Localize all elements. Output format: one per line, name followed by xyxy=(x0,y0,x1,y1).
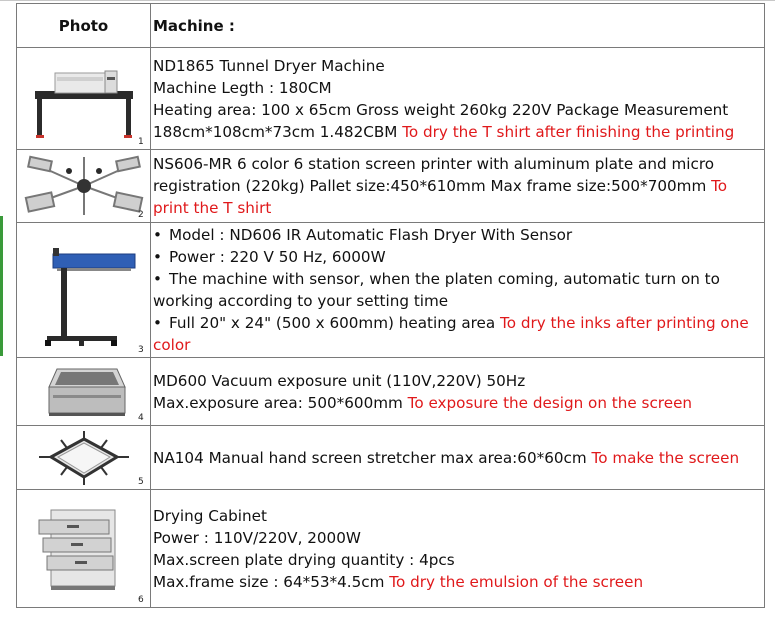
description-line xyxy=(153,121,764,143)
description-line xyxy=(153,175,764,197)
screen-stretcher-image xyxy=(17,427,151,489)
description-line: Heating area: 100 x 65cm Gross weight 260kg 220V Package Measurement xyxy=(153,100,729,119)
purpose-text: To dry the T shirt after finishing the printing xyxy=(402,122,735,141)
description-cell[interactable] xyxy=(151,223,765,358)
spec-text: Full 20" x 24" (500 x 600mm) heating area xyxy=(169,314,501,332)
row-number: 3 xyxy=(138,345,144,355)
description-line: Machine Legth : 180CM xyxy=(153,78,332,97)
description-line: ND1865 Tunnel Dryer Machine xyxy=(153,56,385,75)
description-cell[interactable] xyxy=(151,150,765,223)
row-number: 4 xyxy=(138,413,144,423)
bullet-item: • Model : ND606 IR Automatic Flash Dryer With Sensor xyxy=(153,226,573,244)
bullet-item xyxy=(153,312,764,334)
description-line xyxy=(153,571,764,593)
flash-dryer-image xyxy=(17,224,151,356)
photo-cell[interactable] xyxy=(17,223,151,358)
description-cell[interactable] xyxy=(151,358,765,426)
photo-cell[interactable] xyxy=(17,490,151,608)
table-row xyxy=(17,490,765,608)
screen-printer-image xyxy=(17,151,151,221)
description-line xyxy=(153,392,764,414)
row-selection-marker xyxy=(0,216,3,356)
bullet-icon: • xyxy=(153,226,162,244)
description-line: Max.screen plate drying quantity : 4pcs xyxy=(153,550,455,569)
bullet-item: • The machine with sensor, when the platen coming, automatic turn on to xyxy=(153,270,720,288)
description-cell[interactable] xyxy=(151,48,765,150)
table-row xyxy=(17,223,765,358)
spec-text: NA104 Manual hand screen stretcher max area:60*60cm xyxy=(153,448,592,467)
description-line xyxy=(153,447,764,469)
purpose-text: print the T shirt xyxy=(153,199,272,217)
table-row xyxy=(17,426,765,490)
description-line: working according to your setting time xyxy=(153,292,449,310)
description-line: Drying Cabinet xyxy=(153,506,267,525)
table-row xyxy=(17,48,765,150)
photo-cell[interactable] xyxy=(17,150,151,223)
description-line: MD600 Vacuum exposure unit (110V,220V) 50Hz xyxy=(153,371,526,390)
table-row xyxy=(17,358,765,426)
tunnel-dryer-image xyxy=(17,49,151,149)
spec-text: 188cm*108cm*73cm 1.482CBM xyxy=(153,122,403,141)
row-number: 5 xyxy=(138,477,144,487)
row-number: 6 xyxy=(138,595,144,605)
purpose-text: To exposure the design on the screen xyxy=(407,393,693,412)
table-row xyxy=(17,150,765,223)
row-number: 2 xyxy=(138,210,144,220)
description-line: Power : 110V/220V, 2000W xyxy=(153,528,361,547)
exposure-unit-image xyxy=(17,359,151,425)
header-row xyxy=(17,4,765,48)
purpose-text: color xyxy=(153,336,191,354)
drying-cabinet-image xyxy=(17,492,151,606)
purpose-text: To xyxy=(711,177,728,195)
description-cell[interactable] xyxy=(151,426,765,490)
product-table xyxy=(16,3,765,608)
photo-cell[interactable] xyxy=(17,358,151,426)
purpose-text: To make the screen xyxy=(591,448,740,467)
spec-text: Max.exposure area: 500*600mm xyxy=(153,393,408,412)
bullet-icon: • xyxy=(153,248,162,266)
spec-text: registration (220kg) Pallet size:450*610mm Max frame size:500*700mm xyxy=(153,177,712,195)
machine-header[interactable]: Machine : xyxy=(151,4,765,48)
top-border xyxy=(0,0,775,1)
photo-header[interactable]: Photo xyxy=(17,4,151,48)
photo-cell[interactable] xyxy=(17,426,151,490)
bullet-item: • Power : 220 V 50 Hz, 6000W xyxy=(153,248,386,266)
description-cell[interactable] xyxy=(151,490,765,608)
description-line: NS606-MR 6 color 6 station screen printer with aluminum plate and micro xyxy=(153,155,715,173)
row-number: 1 xyxy=(138,137,144,147)
bullet-icon: • xyxy=(153,270,162,288)
purpose-text: To dry the emulsion of the screen xyxy=(389,572,644,591)
photo-cell[interactable] xyxy=(17,48,151,150)
purpose-text: To dry the inks after printing one xyxy=(500,314,749,332)
bullet-icon: • xyxy=(153,314,162,332)
spec-text: Max.frame size : 64*53*4.5cm xyxy=(153,572,390,591)
